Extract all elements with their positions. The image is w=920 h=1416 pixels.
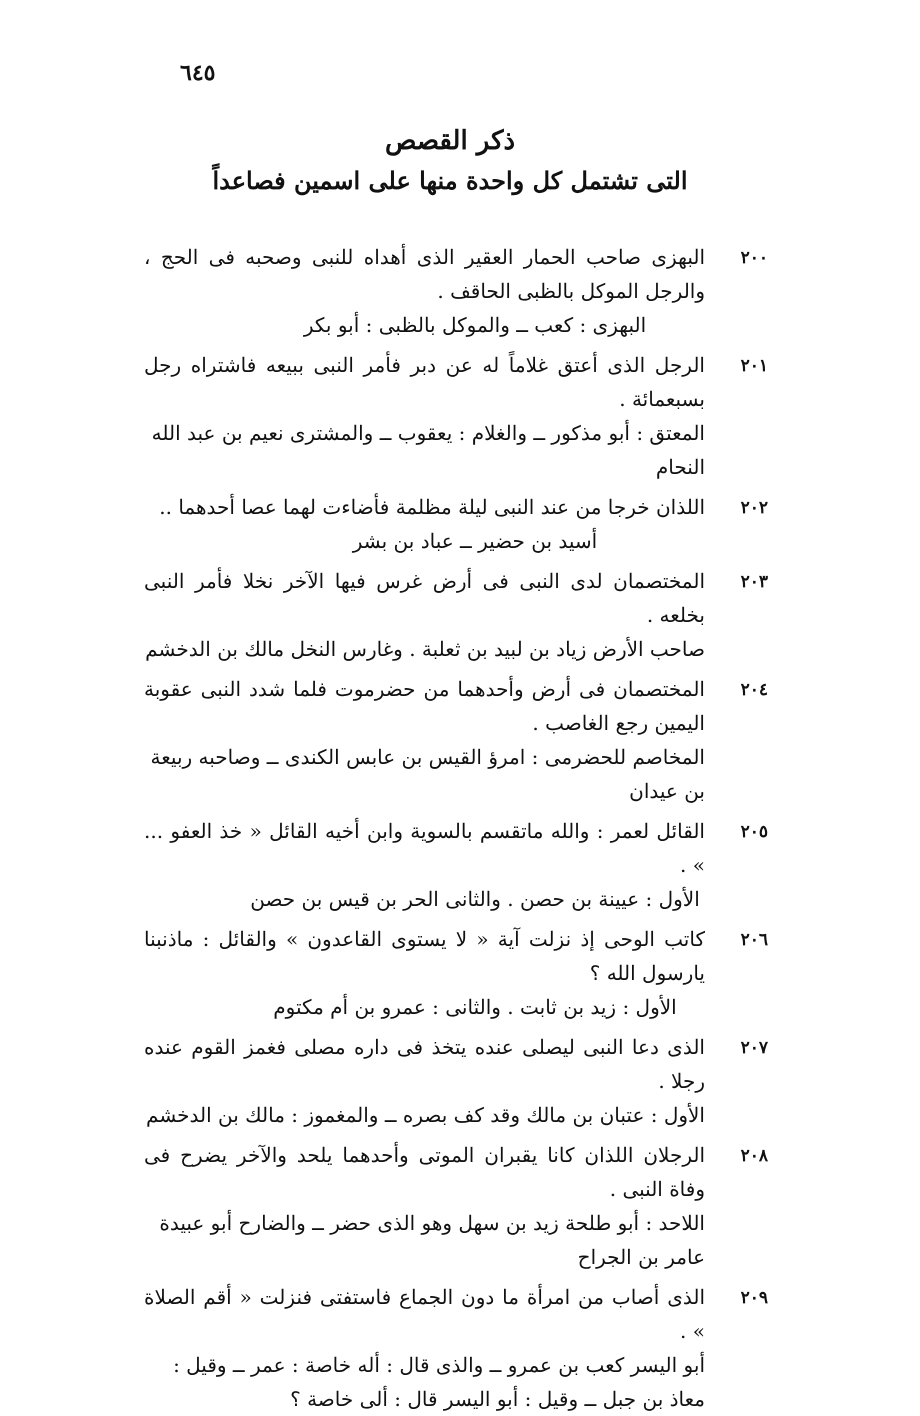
entry-text: المختصمان فى أرض وأحدهما من حضرموت فلما شدد النبى عقوبة اليمين رجع الغاصب . [144, 677, 705, 735]
entry-text: الذى أصاب من امرأة ما دون الجماع فاستفتى فنزلت « أقم الصلاة » . [144, 1285, 705, 1343]
page-number: ٦٤٥ [180, 60, 216, 86]
entry-number: ٢٠٥ [740, 822, 768, 842]
entry-answer: اللاحد : أبو طلحة زيد بن سهل وهو الذى حضر ــ والضارح أبو عبيدة عامر بن الجراح [159, 1211, 705, 1269]
entry [0, 672, 920, 808]
entry-answer: أسيد بن حضير ــ عباد بن بشر [352, 529, 598, 553]
entry [0, 240, 920, 342]
entry-answer: صاحب الأرض زياد بن لبيد بن ثعلبة . وغارس النخل مالك بن الدخشم [145, 637, 705, 661]
entry-text: المختصمان لدى النبى فى أرض غرس فيها الآخر نخلا فأمر النبى بخلعه . [144, 569, 705, 627]
entry [0, 814, 920, 916]
entry-number: ٢٠٤ [740, 680, 768, 700]
entry [0, 490, 920, 558]
entry-text: الذى دعا النبى ليصلى عنده يتخذ فى داره مصلى فغمز القوم عنده رجلا . [144, 1035, 705, 1093]
entry [0, 564, 920, 666]
entries-list [0, 240, 920, 1416]
entry-number: ٢٠٢ [740, 498, 768, 518]
entry-number: ٢٠٦ [740, 930, 768, 950]
entry-answer: المعتق : أبو مذكور ــ والغلام : يعقوب ــ والمشترى نعيم بن عبد الله النحام [151, 421, 705, 479]
entry-text: اللذان خرجا من عند النبى ليلة مظلمة فأضاءت لهما عصا أحدهما .. [159, 495, 705, 519]
entry-text: القائل لعمر : والله ماتقسم بالسوية وابن أخيه القائل « خذ العفو ... » . [144, 819, 705, 877]
entry-answer: الأول : زيد بن ثابت . والثانى : عمرو بن أم مكتوم [273, 995, 677, 1019]
entry [0, 1030, 920, 1132]
entry [0, 1280, 920, 1416]
entry-number: ٢٠٣ [740, 572, 768, 592]
entry-answer: البهزى : كعب ــ والموكل بالظبى : أبو بكر [303, 313, 647, 337]
entry-answer: الأول : عتبان بن مالك وقد كف بصره ــ والمغموز : مالك بن الدخشم [146, 1103, 705, 1127]
entry [0, 1138, 920, 1274]
section-title: ذكر القصص [384, 126, 516, 156]
entry [0, 348, 920, 484]
entry-number: ٢٠٨ [740, 1146, 768, 1166]
entry-text: الرجل الذى أعتق غلاماً له عن دبر فأمر النبى ببيعه فاشتراه رجل بسبعمائة . [144, 353, 705, 411]
entry-answer: المخاصم للحضرمى : امرؤ القيس بن عابس الكندى ــ وصاحبه ربيعة بن عيدان [150, 745, 705, 803]
entry-text: البهزى صاحب الحمار العقير الذى أهداه للنبى وصحبه فى الحج ، والرجل الموكل بالظبى الحاقف . [144, 245, 705, 303]
entry [0, 922, 920, 1024]
entry-text: كاتب الوحى إذ نزلت آية « لا يستوى القاعدون » والقائل : ماذنبنا يارسول الله ؟ [144, 927, 705, 985]
entry-answer: الأول : عيينة بن حصن . والثانى الحر بن قيس بن حصن [250, 887, 700, 911]
entry-number: ٢٠٩ [740, 1288, 768, 1308]
entry-text: الرجلان اللذان كانا يقبران الموتى وأحدهما يلحد والآخر يضرح فى وفاة النبى . [144, 1143, 705, 1201]
entry-number: ٢٠٠ [740, 248, 768, 268]
section-subtitle: التى تشتمل كل واحدة منها على اسمين فصاعداً [212, 166, 688, 195]
entry-answer: أبو اليسر كعب بن عمرو ــ والذى قال : أله خاصة : عمر ــ وقيل : معاذ بن جبل ــ وقيل : أبو اليسر قال : ألى خاصة ؟ [173, 1353, 705, 1411]
entry-number: ٢٠٧ [740, 1038, 768, 1058]
entry-number: ٢٠١ [740, 356, 768, 376]
